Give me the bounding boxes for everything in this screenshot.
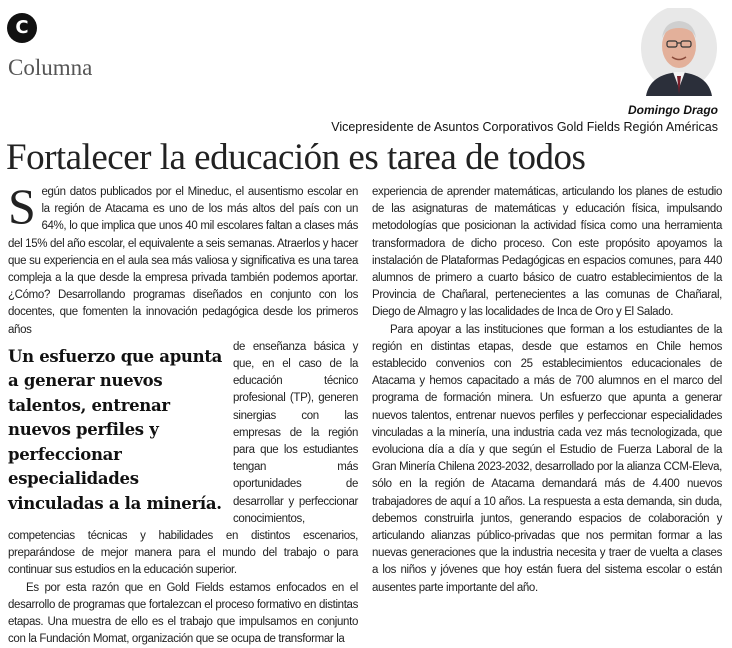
paragraph-text: Para apoyar a las instituciones que forman a los estudiantes de la región en distintas etapas, desde que estamos en Chile hemos establecido convenios con 25 establecimientos educacionales de Atacama y hemos capacitado a más de 700 alumnos en el marco del programa de formación minera. Un esfuerzo que apunta a generar nuevos talentos, entrenar nuevos perfiles y perfeccionar especialidades vinculadas a la minería, una industria cada vez más tecnologizada, que evoluciona día a día y que según el Estudio de Fuerza Laboral de la Gran Minería Chilena 2023-2032, desarrollado por la alianza CCM-Eleva, sólo en la región de Atacama demandará más de 4.400 nuevos trabajadores de aquí a 10 años. La respuesta a esta demanda, sin duda, debemos construirla juntos, generando espacios de colaboración y articulando alianzas público-privadas que nos permitan formar a las nuevas generaciones que la industria necesita y traer de vuelta a clases a los niños y jóvenes que hoy están fuera del sistema escolar o están ausentes parte importante del año. xyxy=(372,323,722,594)
drop-cap: S xyxy=(8,178,36,234)
author-photo xyxy=(640,8,718,96)
pull-quote: Un esfuerzo que apunta a generar nuevos talentos, entrenar nuevos perfiles y perfeccionar especialidades vinculadas a la minería. xyxy=(8,346,223,513)
paragraph-text: Es por esta razón que en Gold Fields estamos enfocados en el desarrollo de programas que fortalezcan el proceso formativo en distintas etapas. Una muestra de ello es el trabajo que impulsamos en conjunto con la Fundación Momat, organización que se ocupa de transformar la xyxy=(8,581,358,646)
section-label: Columna xyxy=(8,55,93,80)
author-role: Vicepresidente de Asuntos Corporativos Gold Fields Región Américas xyxy=(331,120,718,134)
article-column-1 xyxy=(8,178,358,648)
paragraph xyxy=(8,178,358,339)
article-headline: Fortalecer la educación es tarea de todos xyxy=(6,137,586,178)
column-badge: C xyxy=(7,13,37,43)
paragraph xyxy=(372,322,722,597)
paragraph xyxy=(372,184,722,322)
paragraph-text: de enseñanza básica y que, en el caso de la educación técnico profesional (TP), generen sinergias con las empresas de la región para que los estudiantes tengan más oportunidades de desarrollar y perfeccionar conocimientos, competencias técnicas y habilidades en distintos escenarios, preparándose de mejor manera para el mundo del trabajo o para continuar sus estudios en la educación superior. xyxy=(8,340,358,577)
paragraph xyxy=(8,580,358,648)
paragraph-text: experiencia de aprender matemáticas, articulando los planes de estudio de las asignaturas de matemáticas y educación física, impulsando metodologías que posicionan la actividad física como una herramienta transformadora de dicho proceso. Con este propósito apoyamos la instalación de Plataformas Pedagógicas en espacios comunes, para 440 alumnos de primero a cuarto básico de cuatro establecimientos de la Provincia de Chañaral, pertenecientes a las comunas de Chañaral, Diego de Almagro y las localidades de Inca de Oro y El Salado. xyxy=(372,186,722,319)
article-column-2 xyxy=(372,184,722,597)
author-name: Domingo Drago xyxy=(628,103,718,117)
paragraph-text: egún datos publicados por el Mineduc, el ausentismo escolar en la región de Atacama es uno de los más altos del país con un 64%, lo que implica que unos 40 mil escolares faltan a clases más del 15% del año escolar, el equivalente a seis semanas. Atraerlos y hacer que su experiencia en el aula sea más valiosa y significativa es una tarea compleja a la que desde la empresa privada también podemos aportar. ¿Cómo? Desarrollando programas diseñados en conjunto con los docentes, que fomenten la innovación pedagógica desde los primeros años xyxy=(8,186,358,336)
